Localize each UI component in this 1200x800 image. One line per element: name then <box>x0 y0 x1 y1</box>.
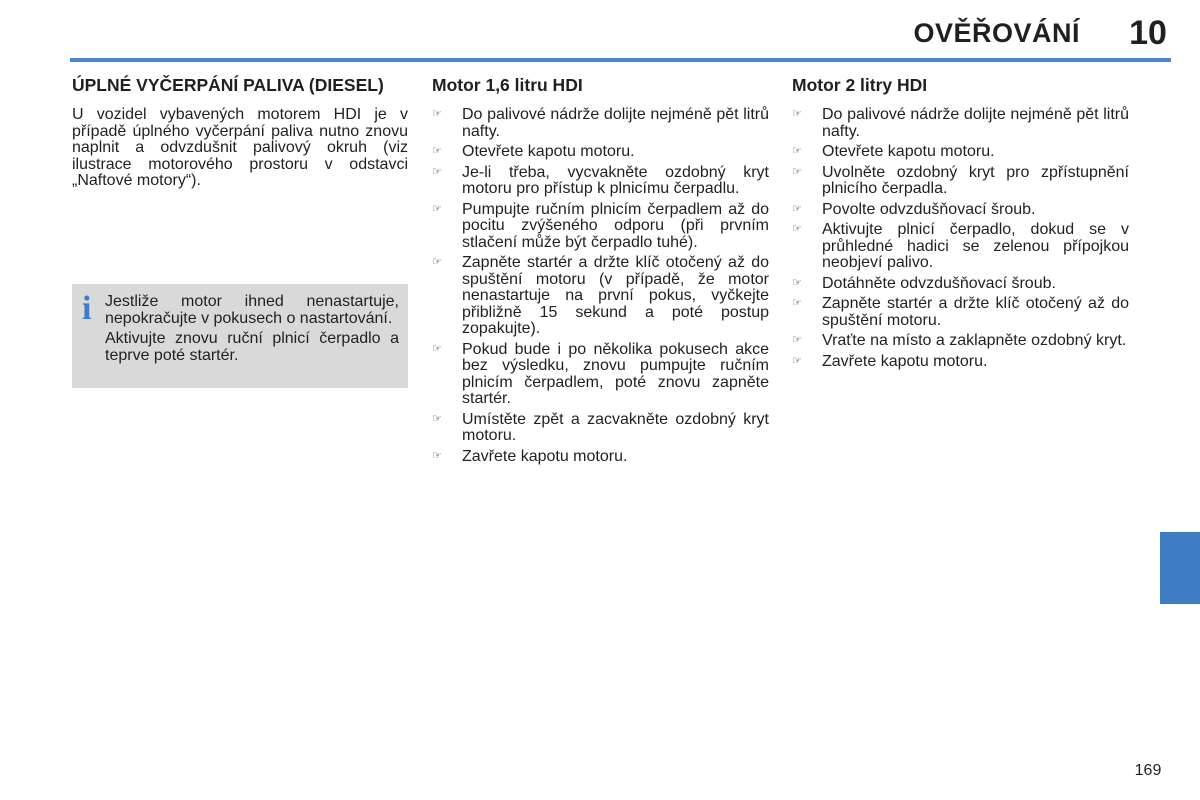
header-divider <box>70 58 1171 62</box>
pointing-hand-icon: ☞ <box>792 297 802 309</box>
list-item <box>792 107 1129 140</box>
list-item <box>432 342 769 408</box>
list-item <box>432 144 769 161</box>
pointing-hand-icon: ☞ <box>432 412 442 425</box>
pointing-hand-icon: ☞ <box>432 256 442 268</box>
step-text: Otevřete kapotu motoru. <box>822 143 995 160</box>
list-item <box>432 449 769 466</box>
pointing-hand-icon: ☞ <box>792 334 802 346</box>
step-text: Pumpujte ručním plnicím čerpadlem až do pocitu zvýšeného odporu (při prvním stlačení může být čerpadlo tuhé). <box>462 200 769 251</box>
section-engine-16-hdi <box>432 76 769 469</box>
list-item <box>792 222 1129 272</box>
step-list <box>432 107 769 465</box>
step-text: Pokud bude i po několika pokusech akce bez výsledku, znovu pumpujte ručním plnicím čerpadlem, poté znovu zapněte startér. <box>462 340 769 407</box>
step-text: Vraťte na místo a zaklapněte ozdobný kryt. <box>822 332 1127 349</box>
step-text: Umístěte zpět a zacvakněte ozdobný kryt motoru. <box>462 410 769 444</box>
pointing-hand-icon: ☞ <box>432 108 442 120</box>
section-fuel-exhaustion <box>72 76 408 190</box>
info-line: Aktivujte znovu ruční plnicí čerpadlo a teprve poté startér. <box>105 330 399 364</box>
list-item <box>792 165 1129 198</box>
pointing-hand-icon: ☞ <box>432 342 442 355</box>
step-text: Do palivové nádrže dolijte nejméně pět litrů nafty. <box>822 106 1129 140</box>
step-text: Otevřete kapotu motoru. <box>462 143 635 160</box>
page-number: 169 <box>1134 762 1162 779</box>
chapter-tab-marker <box>1160 532 1200 604</box>
step-text: Povolte odvzdušňovací šroub. <box>822 200 1036 218</box>
list-item <box>792 296 1129 329</box>
pointing-hand-icon: ☞ <box>792 202 802 215</box>
list-item <box>792 354 1129 371</box>
pointing-hand-icon: ☞ <box>792 108 802 120</box>
list-item <box>432 202 769 252</box>
step-text: Zapněte startér a držte klíč otočený až do spuštění motoru (v případě, že motor nenastartuje na první pokus, vyčkejte přibližně 15 sekund a poté postup zopakujte). <box>462 254 769 337</box>
pointing-hand-icon: ☞ <box>792 354 802 367</box>
pointing-hand-icon: ☞ <box>792 165 802 178</box>
pointing-hand-icon: ☞ <box>792 276 802 289</box>
step-text: Dotáhněte odvzdušňovací šroub. <box>822 274 1056 292</box>
pointing-hand-icon: ☞ <box>432 202 442 215</box>
step-text: Do palivové nádrže dolijte nejméně pět litrů nafty. <box>462 106 769 140</box>
step-text: Zapněte startér a držte klíč otočený až do spuštění motoru. <box>822 295 1129 329</box>
pointing-hand-icon: ☞ <box>432 145 442 157</box>
section-heading: ÚPLNÉ VYČERPÁNÍ PALIVA (DIESEL) <box>72 75 384 95</box>
section-heading: Motor 2 litry HDI <box>792 75 928 95</box>
step-text: Aktivujte plnicí čerpadlo, dokud se v průhledné hadici se zelenou přípojkou neobjeví palivo. <box>822 221 1129 271</box>
section-engine-2-hdi <box>792 76 1129 374</box>
section-heading: Motor 1,6 litru HDI <box>432 75 583 95</box>
step-text: Je-li třeba, vycvakněte ozdobný kryt motoru pro přístup k plnicímu čerpadlu. <box>462 163 769 197</box>
list-item <box>792 276 1129 293</box>
step-text: Zavřete kapotu motoru. <box>822 352 988 370</box>
info-icon: i <box>82 290 92 327</box>
info-line: Jestliže motor ihned nenastartuje, nepokračujte v pokusech o nastartování. <box>105 293 399 327</box>
info-box <box>72 284 408 388</box>
page-title: OVĚŘOVÁNÍ <box>913 18 1080 48</box>
chapter-number: 10 <box>1129 14 1167 52</box>
list-item <box>792 333 1129 350</box>
list-item <box>432 412 769 445</box>
info-text <box>105 294 399 368</box>
step-text: Uvolněte ozdobný kryt pro zpřístupnění plnicího čerpadla. <box>822 163 1129 197</box>
section-paragraph: U vozidel vybavených motorem HDI je v případě úplného vyčerpání paliva nutno znovu naplnit a odvzdušnit palivový okruh (viz ilustrace motorového prostoru v odstavci „Naftové motory“). <box>72 106 408 189</box>
pointing-hand-icon: ☞ <box>792 145 802 157</box>
list-item <box>432 107 769 140</box>
list-item <box>792 144 1129 161</box>
list-item <box>792 202 1129 219</box>
pointing-hand-icon: ☞ <box>432 165 442 178</box>
pointing-hand-icon: ☞ <box>792 223 802 235</box>
step-list <box>792 107 1129 370</box>
list-item <box>432 255 769 338</box>
pointing-hand-icon: ☞ <box>432 449 442 462</box>
list-item <box>432 165 769 198</box>
step-text: Zavřete kapotu motoru. <box>462 447 628 465</box>
